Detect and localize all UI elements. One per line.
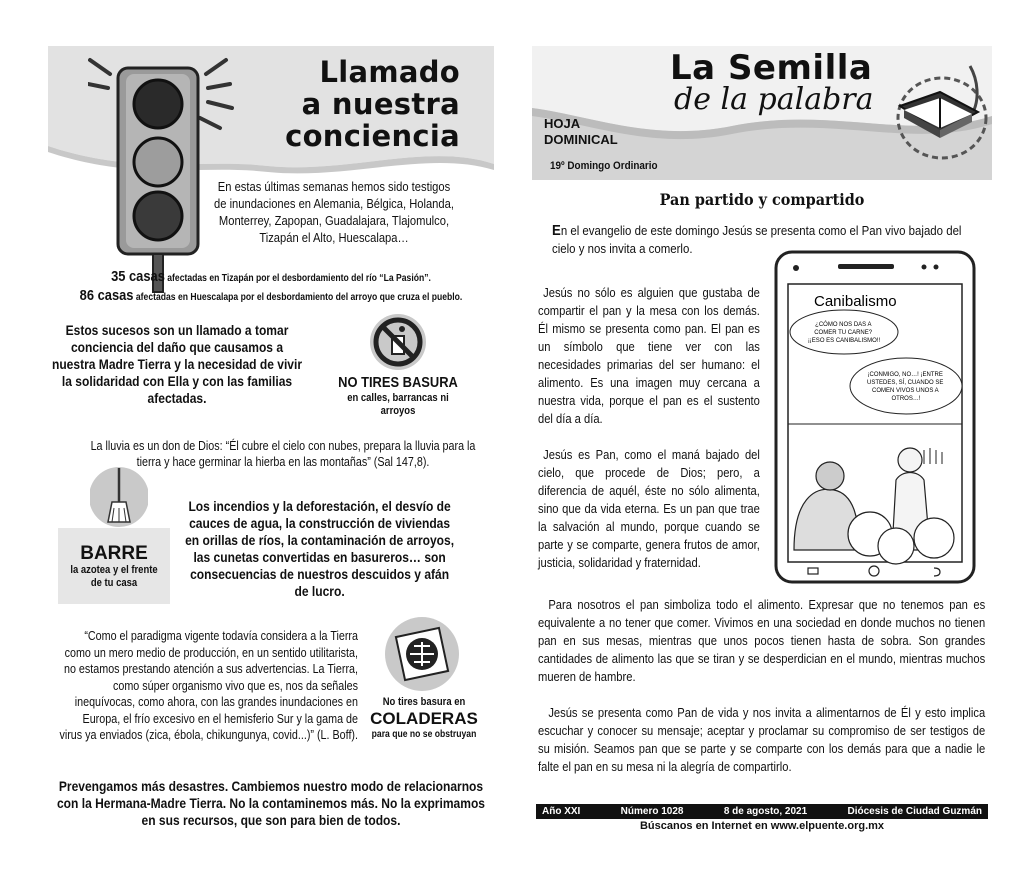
houses-line: 86 casas afectadas en Huescalapa por el desbordamiento del arroyo que cruza el pueblo.: [79, 287, 463, 304]
paragraph: Jesús es Pan, como el maná bajado del cielo, que procede de Dios; pero, a diferencia de aquél, éste no sólo alimenta, sino que da vida eterna. Es un pan que trae la salvación al mundo, porque cuando se parte y se comparte, genera frutos de amor, justicia, solidaridad y fraternidad.: [538, 447, 760, 570]
article-column: [538, 284, 760, 590]
consequences-text: Los incendios y la deforestación, el desvío de cauces de agua, la construcción de viviendas en orillas de ríos, la contaminación de arroyos, las cunetas convertidas en basureros… son consecuencias de nuestros descuidos y afán de lucro.: [185, 498, 455, 599]
drain-box: [354, 696, 494, 741]
cartoon-title: Canibalismo: [814, 293, 897, 310]
left-title: [285, 56, 460, 152]
svg-text:¿CÓMO NOS DAS A COMER TU: ¿CÓMO NOS DAS A COMER TU CARNE? ¡¡ESO ES CANIBALISMO!!: [807, 322, 881, 344]
article-intro: En el evangelio de este domingo Jesús se presenta como el Pan vivo bajado del cielo y nos invita a comerlo.: [552, 222, 962, 256]
call-to-awareness: Estos sucesos son un llamado a tomar conciencia del daño que causamos a nuestra Madre Tierra y la necesidad de vivir la solidaridad con Ella y con las familias afectadas.: [51, 322, 303, 406]
bible-wheat-icon: [882, 60, 990, 170]
houses-affected: [48, 268, 494, 306]
drop-cap: E: [552, 222, 561, 239]
article-heading: Pan partido y compartido: [659, 190, 865, 209]
liturgical-sunday: 19º Domingo Ordinario: [550, 160, 658, 172]
title-line: conciencia: [285, 119, 460, 153]
drain-sub: para que no se obstruyan: [371, 729, 477, 740]
issue-diocese: Diócesis de Ciudad Guzmán: [847, 806, 982, 817]
issue-year: Año XXI: [542, 806, 581, 817]
sweep-sub: la azotea y el frente de tu casa: [70, 564, 158, 589]
left-header: [48, 46, 494, 296]
issue-number: Número 1028: [620, 806, 684, 817]
masthead-subtitle: de la palabra: [674, 82, 874, 117]
paragraph: Jesús no sólo es alguien que gustaba de compartir el pan y la mesa con los demás. Él mismo se presenta como pan. El pan es un símbolo que tiene ver con las necesidades primarias del ser humano: el alimento. Es una imagen muy cercana a nuestra vida, porque el pan es el sustento del día a día.: [538, 285, 760, 426]
broom-icon: [90, 464, 148, 530]
sweep-box: [58, 528, 170, 604]
left-page: [48, 46, 494, 836]
masthead-title: La Semilla: [670, 48, 873, 88]
right-page: [532, 46, 992, 836]
closing-call: Prevengamos más desastres. Cambiemos nuestro modo de relacionarnos con la Hermana-Madre Tierra. No la contaminemos más. No la exprimamos en sus recursos, que son para bien de todos.: [56, 778, 486, 828]
drain-grate-icon: [384, 616, 460, 692]
traffic-light-icon: [88, 54, 238, 294]
no-littering-box: [328, 374, 468, 418]
drain-pre: No tires basura en: [382, 696, 466, 708]
boff-quote: “Como el paradigma vigente todavía considera a la Tierra como un mero medio de producción, en un sentido utilitarista, no estamos prestando atención a sus advertencias. La Tierra, como súper organismo vivo que es, nos da señales inequívocas, como ahora, con las grandes inundaciones en Europa, el frío excesivo en el hemisferio Sur y la gama de virus ya enviados (zica, ébola, chikungunya, covid...)” (L. Boff).: [59, 629, 359, 742]
psalm-quote: La lluvia es un don de Dios: “Él cubre el cielo con nubes, prepara la lluvia para la tierra y hace germinar la hierba en las montañas” (Sal 147,8).: [90, 439, 476, 469]
title-line: Llamado: [319, 55, 460, 89]
website-link[interactable]: Búscanos en Internet en www.elpuente.org.mx: [639, 820, 885, 832]
no-littering-icon: [368, 312, 428, 372]
sweep-title: BARRE: [80, 543, 148, 564]
houses-line: 35 casas afectadas en Tizapán por el desbordamiento del río “La Pasión”.: [111, 268, 431, 285]
svg-text:¡CONMIGO, NO…! ¡ENTRE US: ¡CONMIGO, NO…! ¡ENTRE USTEDES, SÍ, CUANDO SE COMEN VIVOS UNOS A OTROS…!: [866, 372, 944, 402]
intro-text: En estas últimas semanas hemos sido testigos de inundaciones en Alemania, Bélgica, Holanda, Monterrey, Zapopan, Guadalajara, Tlajomulco, Tizapán el Alto, Huescalapa…: [214, 179, 454, 245]
no-littering-sub: en calles, barrancas ni arroyos: [347, 392, 449, 417]
drain-title: COLADERAS: [370, 709, 478, 728]
no-littering-title: NO TIRES BASURA: [338, 374, 458, 391]
issue-footer: [536, 804, 988, 819]
article-body: [538, 596, 985, 794]
cartoon-phone: [774, 250, 976, 584]
masthead: [532, 46, 992, 180]
issue-date: 8 de agosto, 2021: [723, 806, 808, 817]
paragraph: Jesús se presenta como Pan de vida y nos invita a alimentarnos de Él y esto implica escuchar y conocer su mensaje; aceptar y proclamar su compromiso de ser testigos de su misión. Seamos pan que se parte y se comparte con los demás para que a nadie le falte el pan en su mesa ni la alegría de compartirlo.: [538, 705, 986, 774]
hoja-dominical: HOJA DOMINICAL: [544, 116, 618, 147]
title-line: a nuestra: [301, 87, 460, 121]
paragraph: Para nosotros el pan simboliza todo el alimento. Expresar que no tenemos pan es equivalente a no tener que comer. Vivimos en una sociedad en donde muchos no tienen pan en sus mesas, mientras que unos pocos tienen hasta de sobra. Son grandes cantidades de alimento las que se tiran y se desperdician en el mundo, mientras muchos mueren de hambre.: [538, 597, 986, 684]
